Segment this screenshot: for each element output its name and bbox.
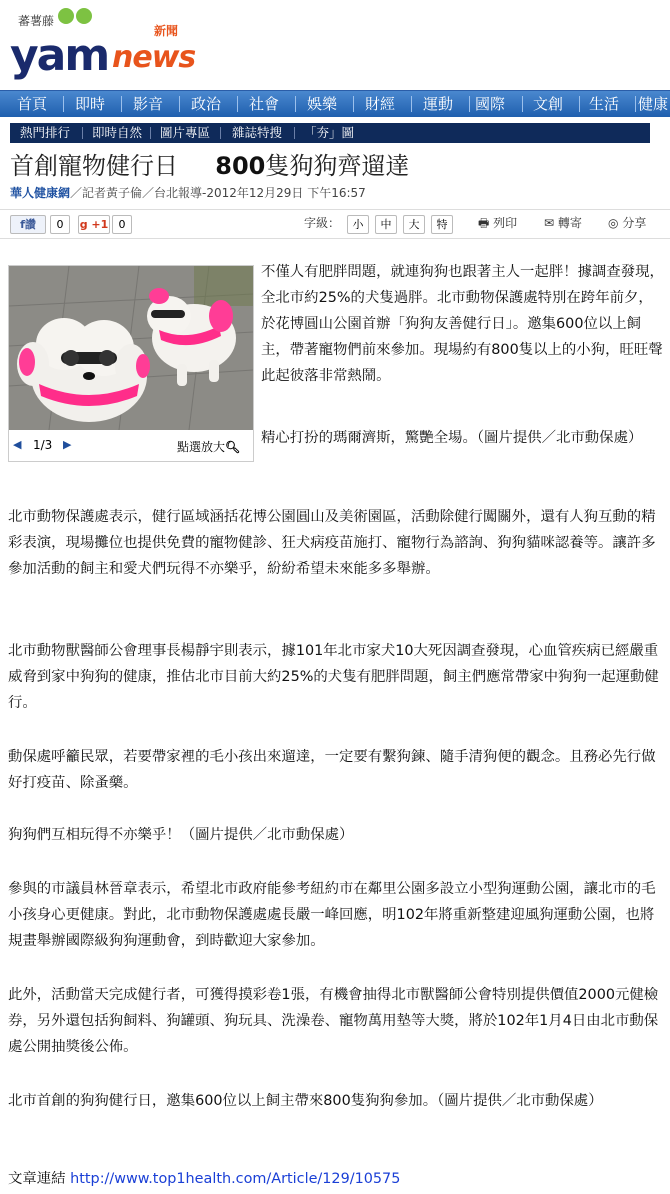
nav-divider [353,96,354,112]
byline-detail: ／記者黃子倫／台北報導-2012年12月29日 下午16:57 [70,186,366,200]
main-nav [0,90,670,117]
zoom-label: 點選放大 [177,440,226,454]
magnifier-icon: 🔍︎ [225,440,241,454]
paragraph-appeal: 動保處呼籲民眾，若要帶家裡的毛小孩出來遛達，一定要有繫狗鍊、隨手清狗便的觀念。且務必先行做好打疫苗、除蚤藥。 [8,749,656,791]
google-plus-button[interactable] [78,215,110,234]
print-label: 列印 [493,216,518,230]
subnav-divider [150,127,151,139]
subnav-divider [294,127,295,139]
facebook-like-count: 0 [50,215,70,234]
paragraph-vet-association: 北市動物獸醫師公會理事長楊靜宇則表示，據101年北市家犬10大死因調查發現，心血管疾病已經嚴重威脅到家中狗狗的健康，推估北市目前大約25%的犬隻有肥胖問題，飼主們應常帶家中狗狗一起運動健行。 [8,643,659,711]
share-button[interactable] [608,214,646,231]
nav-item-life[interactable]: 生活 [588,95,619,113]
article-byline [10,184,366,201]
subnav-item-nature[interactable]: 即時自然 [92,125,143,140]
subnav-divider [220,127,221,139]
next-photo-icon[interactable]: ▶ [63,438,72,451]
subnav-item-hot[interactable]: 熱門排行 [20,125,71,140]
site-header [0,0,670,90]
nav-divider [635,96,636,112]
nav-divider [411,96,412,112]
prev-photo-icon[interactable]: ◀ [13,438,22,451]
paragraph-intro: 不僅人有肥胖問題，就連狗狗也跟著主人一起胖！據調查發現，全北市約25%的犬隻過胖。北市動物保護處特別在跨年前夕，於花博圓山公園首辦「狗狗友善健行日」。邀集600位以上飼主，帶著寵物們前來參加。現場約有800隻以上的小狗，旺旺聲此起彼落非常熱鬧。 [261,264,664,384]
nav-divider [295,96,296,112]
font-size-large-button[interactable]: 大 [403,215,425,234]
mail-icon: ✉ [544,216,555,230]
nav-item-politics[interactable]: 政治 [190,95,221,113]
dog-photo-image [9,266,253,430]
nav-item-realtime[interactable]: 即時 [74,95,105,113]
logo-small-text: 蕃薯藤 [18,14,55,28]
nav-item-video[interactable]: 影音 [132,95,163,113]
nav-item-sports[interactable]: 運動 [422,95,453,113]
nav-divider [522,96,523,112]
logo-news[interactable]: news [112,40,196,75]
paragraph-lottery: 此外，活動當天完成健行者，可獲得摸彩卷1張，有機會抽得北市獸醫師公會特別提供價值2000元健檢券，另外還包括狗飼料、狗罐頭、狗玩具、洗澡卷、寵物萬用墊等大獎，將於102年1月4日由北市動保處公開抽獎後公佈。 [8,987,659,1055]
logo-leaf-icon [58,8,94,28]
photo-counter: 1/3 [33,438,53,452]
google-plus-label: +1 [91,218,109,231]
sub-nav [0,117,670,143]
logo-yam[interactable]: yam [10,30,109,81]
article-link-label: 文章連結 [8,1171,66,1187]
paragraph-councilor: 參與的市議員林晉章表示，希望北市政府能參考紐約市在鄰里公園多設立小型狗運動公園，讓北市的毛小孩身心更健康。對此，北市動物保護處處長嚴一峰回應，明102年將重新整建迎風狗運動公園，也將規畫舉辦國際級狗狗運動會，到時歡迎大家參加。 [8,881,656,949]
zoom-button[interactable] [177,438,240,455]
article-toolbar [0,209,670,239]
subnav-item-magazine[interactable]: 雜誌特搜 [232,125,283,140]
logo-news-cn: 新聞 [154,24,179,38]
forward-button[interactable] [544,214,582,231]
article-title [10,146,409,181]
nav-item-finance[interactable]: 財經 [364,95,395,113]
share-label: 分享 [622,216,647,230]
forward-label: 轉寄 [557,216,582,230]
font-size-label: 字級： [304,216,341,230]
photo-controls [9,432,253,460]
title-part-a: 首創寵物健行日 [10,152,178,180]
nav-divider [121,96,122,112]
photo-caption-2: 狗狗們互相玩得不亦樂乎！（圖片提供／北市動保處） [8,827,354,843]
dog-photo[interactable] [9,266,253,430]
subnav-item-photos[interactable]: 圖片專區 [160,125,211,140]
nav-item-entertainment[interactable]: 娛樂 [306,95,337,113]
photo-caption-3: 北市首創的狗狗健行日，邀集600位以上飼主帶來800隻狗狗參加。（圖片提供／北市動保處） [8,1093,603,1109]
title-number: 800 [215,152,266,180]
title-part-b: 隻狗狗齊遛達 [265,152,410,180]
google-plus-count: 0 [112,215,132,234]
font-size-small-button[interactable]: 小 [347,215,369,234]
article-link[interactable]: http://www.top1health.com/Article/129/10575 [70,1171,401,1187]
print-button[interactable] [478,214,517,235]
nav-divider [179,96,180,112]
nav-item-health[interactable]: 健康 [638,95,669,113]
subnav-divider [82,127,83,139]
font-size-special-button[interactable]: 特 [431,215,453,234]
article-link-line [8,1166,664,1192]
photo-gallery [8,265,254,462]
subnav-item-hot-pics[interactable]: 「夯」圖 [304,125,355,140]
share-icon: ◎ [608,216,619,230]
byline-source[interactable]: 華人健康網 [10,186,71,200]
printer-icon: 🖶 [478,216,490,230]
nav-divider [63,96,64,112]
nav-item-world[interactable]: 國際 [474,95,505,113]
google-plus-icon: g [79,218,88,231]
facebook-like-button[interactable]: f讚 [10,215,46,234]
nav-divider [237,96,238,112]
nav-item-society[interactable]: 社會 [248,95,279,113]
nav-item-culture[interactable]: 文創 [532,95,563,113]
font-size-medium-button[interactable]: 中 [375,215,397,234]
nav-item-home[interactable]: 首頁 [16,95,47,113]
photo-caption-1: 精心打扮的瑪爾濟斯，驚艷全場。（圖片提供／北市動保處） [261,430,643,446]
paragraph-activities: 北市動物保護處表示，健行區域涵括花博公園圓山及美術園區，活動除健行闖關外，還有人狗互動的精彩表演，現場攤位也提供免費的寵物健診、狂犬病疫苗施打、寵物行為諮詢、狗狗貓咪認養等。讓許多參加活動的飼主和愛犬們玩得不亦樂乎，紛紛希望未來能多多舉辦。 [8,509,656,577]
